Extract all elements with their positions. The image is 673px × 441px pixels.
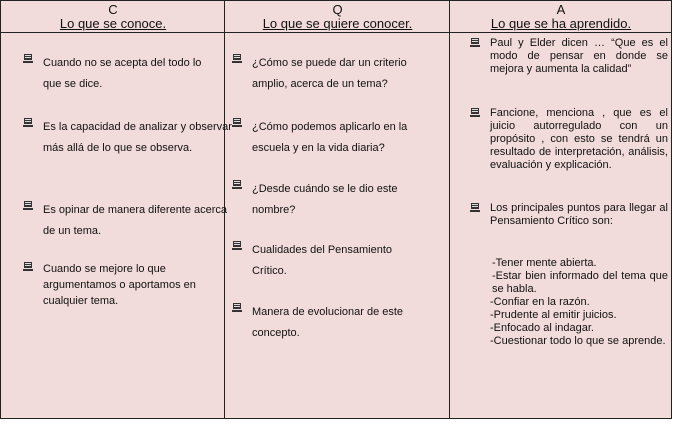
computer-icon: [232, 54, 242, 63]
list-item: [232, 240, 412, 282]
item-text: Manera de evolucionar de este concepto.: [252, 306, 404, 339]
item-text: ¿Desde cuándo se le dio este nombre?: [252, 183, 398, 216]
header-c: [1, 1, 225, 33]
point: -Enfocado al indagar.: [490, 322, 594, 334]
point: -Confiar en la razón.: [490, 296, 590, 308]
list-item: [232, 302, 437, 344]
list-item: [470, 37, 668, 76]
computer-icon: [23, 54, 33, 63]
item-text: Paul y Elder dicen … “Que es el modo de pensar en donde se mejora y aumenta la calidad”: [490, 37, 668, 75]
list-item: [23, 200, 238, 242]
item-text: Fancione, menciona , que es el juicio autorregulado con un propósito , con esto se tendrá un resultado de interpretación, análisis, evaluación y explicación.: [490, 107, 668, 171]
computer-icon: [232, 180, 242, 189]
item-text: Es opinar de manera diferente acerca de un tema.: [43, 204, 228, 237]
header-letter: A: [556, 2, 566, 17]
computer-icon: [470, 38, 480, 47]
computer-icon: [470, 108, 480, 117]
item-text: ¿Cómo podemos aplicarlo en la escuela y en la vida diaria?: [252, 121, 408, 154]
list-item: [23, 117, 238, 159]
computer-icon: [23, 201, 33, 210]
item-text: ¿Cómo se puede dar un criterio amplio, acerca de un tema?: [252, 57, 407, 90]
list-item: [232, 53, 437, 95]
point: -Prudente al emitir juicios.: [490, 309, 617, 321]
list-item: [470, 107, 668, 172]
header-a: [450, 1, 672, 33]
list-item: [232, 179, 427, 221]
computer-icon: [232, 241, 242, 250]
list-item: [23, 261, 223, 309]
item-text: Cuando se mejore lo que argumentamos o aportamos en cualquier tema.: [43, 263, 196, 307]
point: -Cuestionar todo lo que se aprende.: [490, 335, 666, 347]
computer-icon: [232, 118, 242, 127]
list-item: [23, 53, 218, 95]
header-title: Lo que se quiere conocer.: [262, 16, 413, 31]
header-title: Lo que se ha aprendido.: [490, 16, 632, 31]
point: -Estar bien informado del tema que se habla.: [492, 270, 668, 295]
computer-icon: [23, 118, 33, 127]
header-letter: Q: [332, 2, 343, 17]
item-text: Los principales puntos para llegar al Pensamiento Crítico son:: [490, 202, 668, 227]
list-item: [232, 117, 437, 159]
list-item: [470, 202, 668, 228]
computer-icon: [470, 203, 480, 212]
item-text: Cuando no se acepta del todo lo que se dice.: [43, 57, 202, 90]
header-letter: C: [108, 2, 118, 17]
key-points-list: [490, 257, 668, 348]
computer-icon: [232, 303, 242, 312]
column-divider: [449, 1, 450, 418]
header-title: Lo que se conoce.: [59, 16, 167, 31]
item-text: Es la capacidad de analizar y observar más allá de lo que se observa.: [43, 121, 232, 154]
item-text: Cualidades del Pensamiento Crítico.: [252, 244, 393, 277]
point: -Tener mente abierta.: [492, 257, 597, 269]
header-q: [225, 1, 450, 33]
computer-icon: [23, 262, 33, 271]
